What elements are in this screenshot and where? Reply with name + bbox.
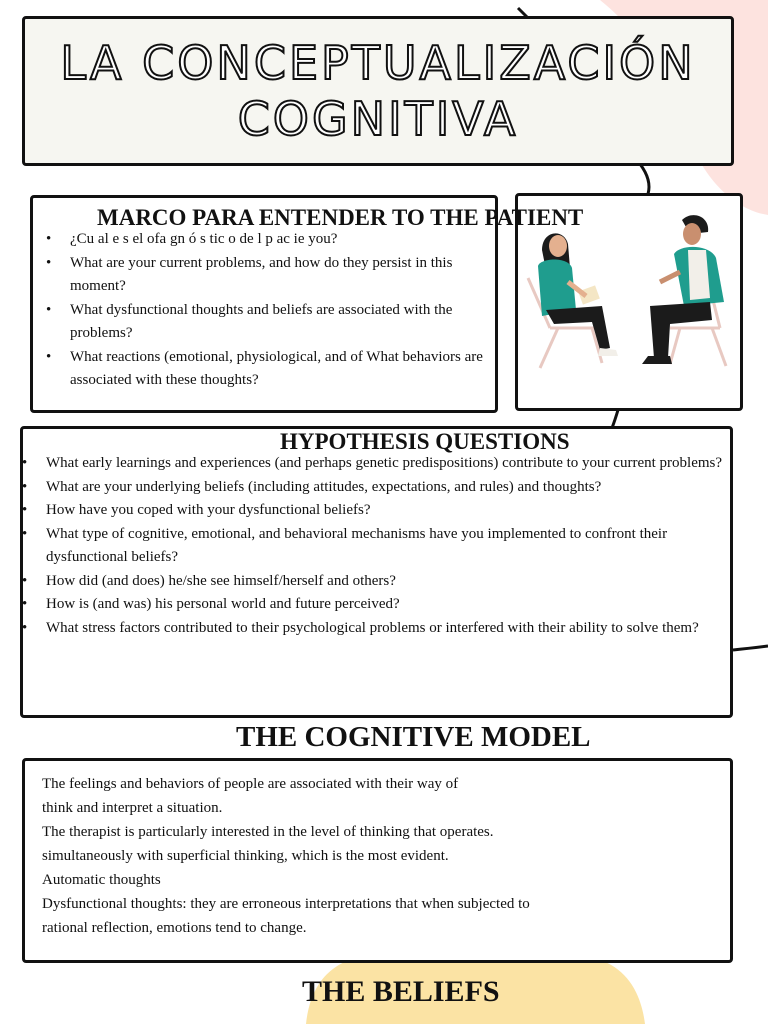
list-item: • How did (and does) he/she see himself/herself and others?	[22, 570, 722, 594]
cognitive-model-heading: THE COGNITIVE MODEL	[236, 721, 591, 753]
hypothesis-question-list	[22, 452, 722, 640]
man-therapist-icon	[642, 215, 724, 364]
list-item: • ¿Cu al e s el ofa gn ó s tic o de l p ac ie you?	[46, 228, 494, 252]
list-item: • How is (and was) his personal world and future perceived?	[22, 593, 722, 617]
text-line: The therapist is particularly interested in the level of thinking that operates.	[42, 824, 494, 840]
list-item: • What early learnings and experiences (and perhaps genetic predispositions) contribute to your current problems?	[22, 452, 722, 476]
marco-question-list	[46, 228, 494, 393]
page-title-line-1: LA CONCEPTUALIZACIÓN	[60, 36, 696, 90]
hypothesis-heading: HYPOTHESIS QUESTIONS	[280, 429, 570, 454]
list-item: • What type of cognitive, emotional, and behavioral mechanisms have you implemented to confront their dysfunctional beliefs?	[22, 523, 722, 570]
list-item: • What are your current problems, and how do they persist in this moment?	[46, 252, 494, 299]
page-title-line-2: COGNITIVA	[237, 92, 519, 146]
marco-heading: MARCO PARA ENTENDER TO THE PATIENT	[97, 205, 584, 230]
therapist-and-patient-illustration-icon	[520, 198, 738, 406]
list-item: • What are your underlying beliefs (including attitudes, expectations, and rules) and thoughts?	[22, 476, 722, 500]
text-line: think and interpret a situation.	[42, 800, 223, 816]
text-line: rational reflection, emotions tend to change.	[42, 920, 307, 936]
list-item: • What reactions (emotional, physiological, and of What behaviors are associated with these thoughts?	[46, 346, 494, 393]
title-box	[22, 16, 734, 166]
text-line: simultaneously with superficial thinking, which is the most evident.	[42, 848, 449, 864]
connector-line	[733, 646, 768, 650]
beliefs-heading: THE BELIEFS	[302, 975, 500, 1008]
list-item: • What stress factors contributed to their psychological problems or interfered with their ability to solve them?	[22, 617, 722, 641]
list-item: • How have you coped with your dysfunctional beliefs?	[22, 499, 722, 523]
text-line: Dysfunctional thoughts: they are erroneous interpretations that when subjected to	[42, 896, 530, 912]
list-item: • What dysfunctional thoughts and beliefs are associated with the problems?	[46, 299, 494, 346]
cognitive-model-text	[42, 772, 712, 940]
text-line: The feelings and behaviors of people are associated with their way of	[42, 776, 459, 792]
connector-line	[640, 164, 649, 194]
woman-patient-icon	[538, 233, 618, 356]
text-line: Automatic thoughts	[42, 872, 161, 888]
